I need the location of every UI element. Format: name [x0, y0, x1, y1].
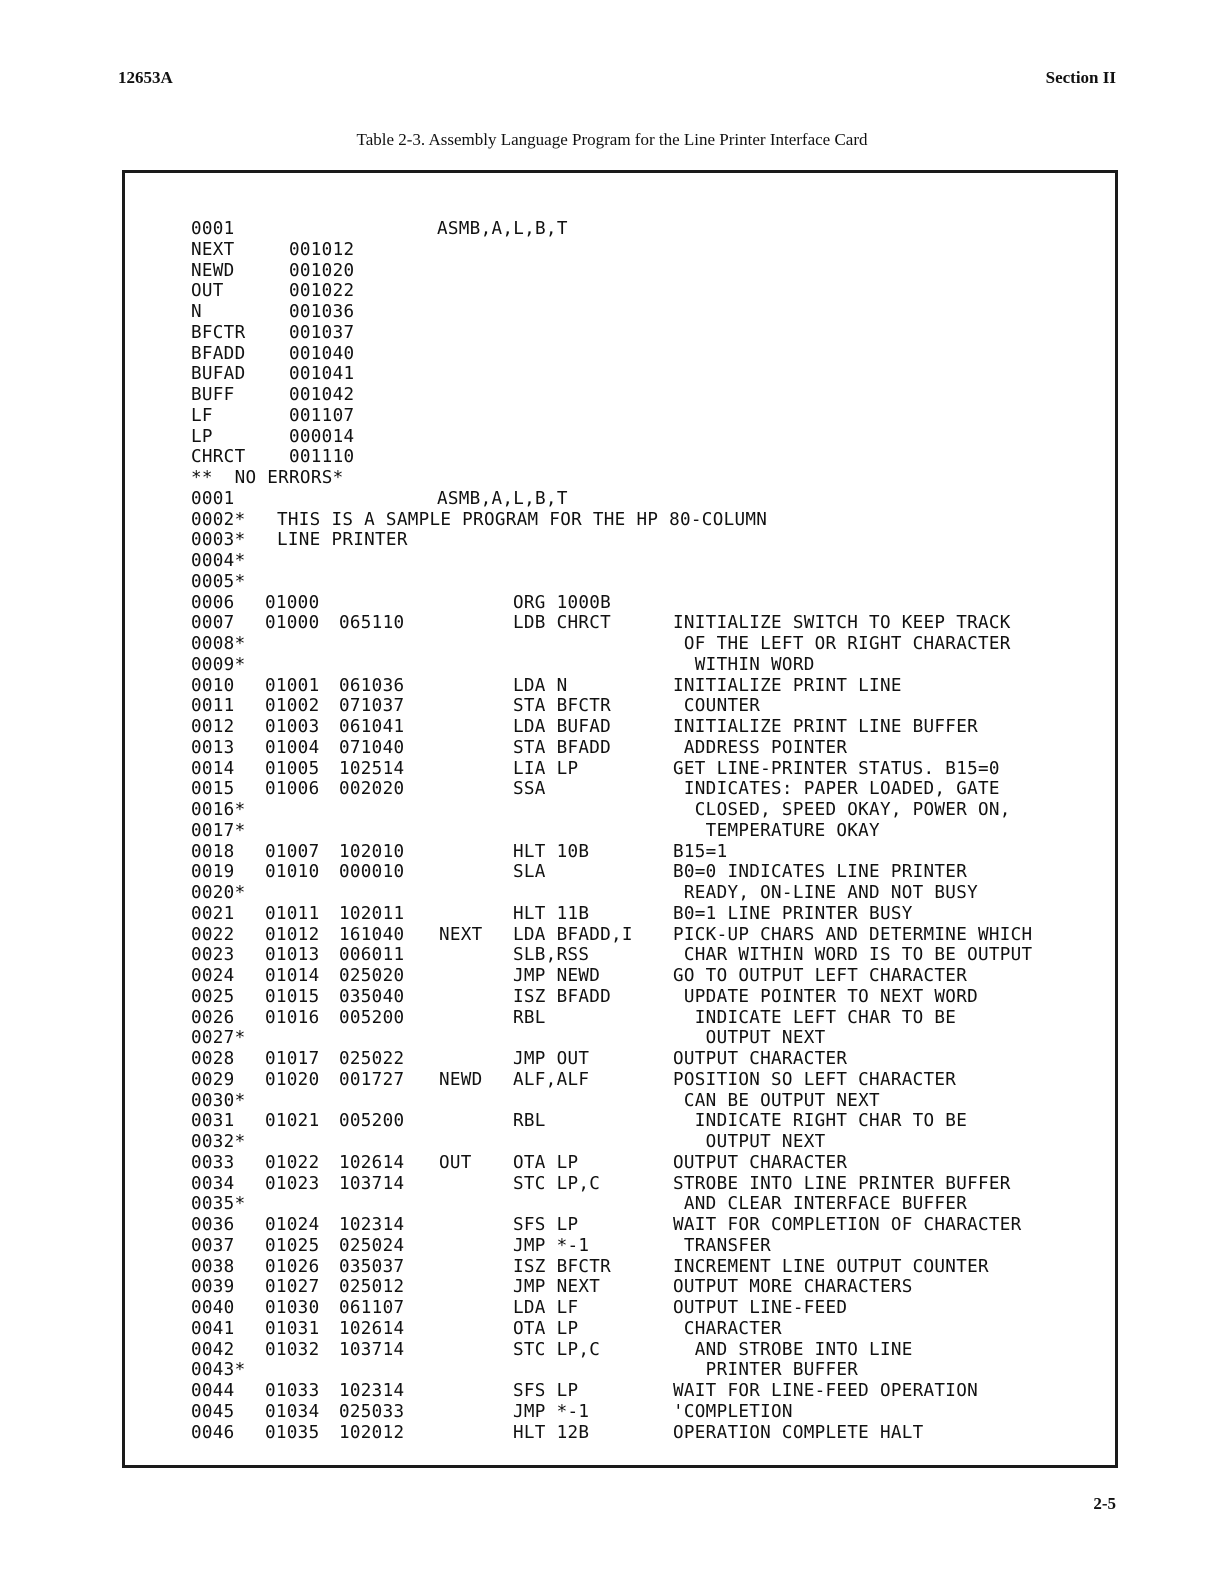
- comment: B0=1 LINE PRINTER BUSY: [673, 903, 913, 924]
- line-number: CHRCT: [191, 447, 246, 468]
- comment-line-text: THIS IS A SAMPLE PROGRAM FOR THE HP 80-COLUMN: [277, 509, 768, 530]
- location-address: 01001: [265, 675, 320, 696]
- listing-row: [191, 966, 968, 987]
- symbol-address: 001037: [289, 322, 355, 343]
- opcode-operand: HLT 12B: [513, 1422, 590, 1443]
- listing-row: [191, 758, 1000, 780]
- symbol-address: 001022: [289, 281, 355, 302]
- section-label: Section II: [1045, 68, 1116, 87]
- line-number: 0020*: [191, 883, 246, 903]
- listing-row: [191, 1069, 957, 1091]
- symbol-address: 001110: [289, 447, 355, 468]
- listing-row: [191, 1318, 782, 1340]
- listing-row: [191, 1194, 968, 1215]
- listing-row: [191, 447, 355, 468]
- program-listing: [191, 219, 1033, 1443]
- line-number: LF: [191, 405, 213, 426]
- comment: INDICATE LEFT CHAR TO BE: [673, 1007, 957, 1028]
- symbol-address: 001107: [289, 405, 355, 426]
- line-number: 0005*: [191, 571, 246, 592]
- location-address: 01027: [265, 1277, 320, 1298]
- listing-row: [191, 1111, 968, 1132]
- opcode-operand: SSA: [513, 779, 546, 800]
- object-code: 025020: [339, 966, 405, 986]
- listing-row: [191, 572, 344, 593]
- listing-row: [191, 592, 612, 614]
- line-number: 0008*: [191, 634, 246, 654]
- location-address: 01032: [265, 1339, 320, 1360]
- opcode-operand: RBL: [513, 1111, 546, 1132]
- comment: PICK-UP CHARS AND DETERMINE WHICH: [673, 924, 1033, 945]
- listing-row: [191, 364, 355, 385]
- opcode-operand: LDA BUFAD: [513, 717, 612, 737]
- opcode-operand: LDA N: [513, 675, 568, 696]
- listing-row: [191, 1401, 793, 1423]
- object-code: 102010: [339, 841, 405, 862]
- listing-row: [191, 1173, 1011, 1195]
- label: NEXT: [439, 924, 483, 945]
- listing-row: [191, 1007, 957, 1029]
- location-address: 01014: [265, 966, 320, 986]
- object-code: 065110: [339, 613, 405, 634]
- line-number: 0028: [191, 1049, 235, 1069]
- opcode-operand: OTA LP: [513, 1318, 579, 1339]
- listing-row: [191, 343, 355, 365]
- line-number: 0040: [191, 1298, 235, 1318]
- comment: OUTPUT NEXT: [673, 1028, 826, 1049]
- opcode-operand: STC LP,C: [513, 1173, 601, 1194]
- label: NEWD: [439, 1069, 483, 1090]
- comment: STROBE INTO LINE PRINTER BUFFER: [673, 1173, 1011, 1194]
- symbol-address: 001036: [289, 302, 355, 322]
- listing-row: [191, 302, 355, 323]
- listing-row: [191, 260, 355, 282]
- line-number: 0010: [191, 675, 235, 696]
- line-number: 0012: [191, 717, 235, 737]
- object-code: 071037: [339, 696, 405, 717]
- line-number: 0009*: [191, 654, 246, 675]
- object-code: 102011: [339, 903, 405, 924]
- location-address: 01021: [265, 1111, 320, 1132]
- object-code: 071040: [339, 737, 405, 758]
- line-number: 0004*: [191, 551, 246, 571]
- line-number: 0022: [191, 924, 235, 945]
- comment: INITIALIZE SWITCH TO KEEP TRACK: [673, 613, 1011, 634]
- object-code: 102614: [339, 1318, 405, 1339]
- line-number: 0027*: [191, 1028, 246, 1049]
- comment: OUTPUT LINE-FEED: [673, 1298, 848, 1318]
- location-address: 01030: [265, 1298, 320, 1318]
- label: OUT: [439, 1152, 472, 1173]
- line-number: 0043*: [191, 1360, 246, 1381]
- line-number: 0046: [191, 1422, 235, 1443]
- opcode-operand: ASMB,A,L,B,T: [437, 219, 568, 239]
- opcode-operand: ASMB,A,L,B,T: [437, 488, 568, 509]
- symbol-address: 001042: [289, 385, 355, 405]
- opcode-operand: ISZ BFCTR: [513, 1256, 612, 1277]
- line-number: 0013: [191, 737, 235, 758]
- line-number: BUFF: [191, 385, 235, 405]
- listing-row: [191, 426, 355, 448]
- listing-row: [191, 1256, 989, 1278]
- assembler-status: ** NO ERRORS*: [191, 468, 344, 488]
- listing-row: [191, 820, 880, 842]
- location-address: 01012: [265, 924, 320, 945]
- line-number: 0001: [191, 219, 235, 239]
- listing-row: [191, 385, 355, 406]
- opcode-operand: STA BFADD: [513, 737, 612, 758]
- location-address: 01002: [265, 696, 320, 717]
- opcode-operand: OTA LP: [513, 1152, 579, 1173]
- listing-row: [191, 509, 768, 531]
- location-address: 01006: [265, 779, 320, 800]
- comment: INITIALIZE PRINT LINE: [673, 675, 902, 696]
- line-number: 0031: [191, 1111, 235, 1132]
- opcode-operand: LDA BFADD,I: [513, 924, 633, 945]
- location-address: 01035: [265, 1422, 320, 1443]
- listing-row: [191, 1090, 880, 1112]
- line-number: 0025: [191, 986, 235, 1007]
- comment: READY, ON-LINE AND NOT BUSY: [673, 883, 978, 903]
- listing-row: [191, 219, 568, 240]
- object-code: 061041: [339, 717, 405, 737]
- location-address: 01022: [265, 1152, 320, 1173]
- comment: AND CLEAR INTERFACE BUFFER: [673, 1194, 968, 1215]
- line-number: 0001: [191, 488, 235, 509]
- line-number: NEWD: [191, 260, 235, 281]
- line-number: 0030*: [191, 1090, 246, 1111]
- comment: B0=0 INDICATES LINE PRINTER: [673, 862, 968, 883]
- comment: CHAR WITHIN WORD IS TO BE OUTPUT: [673, 945, 1033, 966]
- symbol-address: 001041: [289, 364, 355, 385]
- comment: ADDRESS POINTER: [673, 737, 848, 758]
- object-code: 005200: [339, 1111, 405, 1132]
- listing-row: [191, 779, 1000, 800]
- listing-row: [191, 1298, 848, 1319]
- comment: UPDATE POINTER TO NEXT WORD: [673, 986, 978, 1007]
- location-address: 01000: [265, 592, 320, 613]
- listing-row: [191, 405, 355, 427]
- comment: OPERATION COMPLETE HALT: [673, 1422, 924, 1443]
- listing-row: [191, 281, 355, 302]
- object-code: 102614: [339, 1152, 405, 1173]
- opcode-operand: ORG 1000B: [513, 592, 612, 613]
- location-address: 01011: [265, 903, 320, 924]
- comment: B15=1: [673, 841, 728, 862]
- location-address: 01007: [265, 841, 320, 862]
- opcode-operand: LDB CHRCT: [513, 613, 612, 634]
- listing-row: [191, 862, 968, 883]
- opcode-operand: HLT 11B: [513, 903, 590, 924]
- line-number: OUT: [191, 281, 224, 302]
- comment-line-text: LINE PRINTER: [277, 530, 408, 551]
- opcode-operand: LDA LF: [513, 1298, 579, 1318]
- line-number: BFADD: [191, 343, 246, 364]
- line-number: 0023: [191, 945, 235, 966]
- comment: INDICATES: PAPER LOADED, GATE: [673, 779, 1000, 800]
- object-code: 000010: [339, 862, 405, 883]
- symbol-address: 001012: [289, 239, 355, 260]
- opcode-operand: ISZ BFADD: [513, 986, 612, 1007]
- location-address: 01025: [265, 1235, 320, 1256]
- object-code: 161040: [339, 924, 405, 945]
- listing-row: [191, 1381, 978, 1402]
- listing-row: [191, 634, 1011, 655]
- line-number: BUFAD: [191, 364, 246, 385]
- comment: OUTPUT MORE CHARACTERS: [673, 1277, 913, 1298]
- line-number: 0017*: [191, 820, 246, 841]
- listing-row: [191, 551, 344, 572]
- line-number: 0038: [191, 1256, 235, 1277]
- object-code: 061107: [339, 1298, 405, 1318]
- comment: OUTPUT NEXT: [673, 1132, 826, 1152]
- listing-row: [191, 1132, 826, 1153]
- location-address: 01013: [265, 945, 320, 966]
- location-address: 01024: [265, 1215, 320, 1235]
- object-code: 001727: [339, 1069, 405, 1090]
- comment: WAIT FOR COMPLETION OF CHARACTER: [673, 1215, 1022, 1235]
- opcode-operand: ALF,ALF: [513, 1069, 590, 1090]
- object-code: 025024: [339, 1235, 405, 1256]
- comment: CAN BE OUTPUT NEXT: [673, 1090, 880, 1111]
- comment: WAIT FOR LINE-FEED OPERATION: [673, 1381, 978, 1401]
- listing-row: [191, 1360, 859, 1381]
- comment: POSITION SO LEFT CHARACTER: [673, 1069, 957, 1090]
- listing-row: [191, 1277, 913, 1298]
- object-code: 025012: [339, 1277, 405, 1298]
- table-caption: Table 2-3. Assembly Language Program for the Line Printer Interface Card: [356, 130, 868, 149]
- line-number: NEXT: [191, 239, 235, 260]
- comment: INCREMENT LINE OUTPUT COUNTER: [673, 1256, 989, 1277]
- comment: INITIALIZE PRINT LINE BUFFER: [673, 717, 978, 737]
- opcode-operand: SFS LP: [513, 1381, 579, 1401]
- location-address: 01033: [265, 1381, 320, 1401]
- object-code: 002020: [339, 779, 405, 800]
- comment: OUTPUT CHARACTER: [673, 1152, 848, 1173]
- listing-row: [191, 1235, 772, 1257]
- line-number: 0032*: [191, 1132, 246, 1152]
- comment: OUTPUT CHARACTER: [673, 1049, 848, 1069]
- opcode-operand: JMP *-1: [513, 1235, 590, 1256]
- location-address: 01020: [265, 1069, 320, 1090]
- line-number: 0021: [191, 903, 235, 924]
- line-number: 0011: [191, 696, 235, 717]
- comment: INDICATE RIGHT CHAR TO BE: [673, 1111, 968, 1132]
- listing-row: [191, 986, 978, 1008]
- listing-row: [191, 1215, 1022, 1236]
- line-number: 0029: [191, 1069, 235, 1090]
- object-code: 006011: [339, 945, 405, 966]
- symbol-address: 001020: [289, 260, 355, 281]
- opcode-operand: STA BFCTR: [513, 696, 612, 717]
- object-code: 035040: [339, 986, 405, 1007]
- object-code: 102314: [339, 1381, 405, 1401]
- listing-row: [191, 841, 728, 863]
- location-address: 01017: [265, 1049, 320, 1069]
- line-number: 0018: [191, 841, 235, 862]
- line-number: 0035*: [191, 1194, 246, 1215]
- object-code: 102514: [339, 758, 405, 779]
- opcode-operand: SFS LP: [513, 1215, 579, 1235]
- opcode-operand: SLB,RSS: [513, 945, 590, 966]
- location-address: 01000: [265, 613, 320, 634]
- comment: TEMPERATURE OKAY: [673, 820, 880, 841]
- location-address: 01031: [265, 1318, 320, 1339]
- symbol-address: 000014: [289, 426, 355, 447]
- comment: WITHIN WORD: [673, 654, 815, 675]
- line-number: 0036: [191, 1215, 235, 1235]
- line-number: 0002*: [191, 509, 246, 530]
- comment: CLOSED, SPEED OKAY, POWER ON,: [673, 800, 1011, 820]
- comment: OF THE LEFT OR RIGHT CHARACTER: [673, 634, 1011, 654]
- comment: GET LINE-PRINTER STATUS. B15=0: [673, 758, 1000, 779]
- line-number: N: [191, 302, 202, 322]
- symbol-address: 001040: [289, 343, 355, 364]
- object-code: 061036: [339, 675, 405, 696]
- line-number: 0042: [191, 1339, 235, 1360]
- listing-row: [191, 322, 355, 344]
- location-address: 01026: [265, 1256, 320, 1277]
- listing-row: [191, 945, 1033, 966]
- comment: 'COMPLETION: [673, 1401, 793, 1422]
- location-address: 01016: [265, 1007, 320, 1028]
- listing-row: [191, 883, 978, 904]
- document-id: 12653A: [118, 68, 173, 87]
- line-number: 0014: [191, 758, 235, 779]
- comment: TRANSFER: [673, 1235, 772, 1256]
- opcode-operand: JMP OUT: [513, 1049, 590, 1069]
- line-number: 0041: [191, 1318, 235, 1339]
- listing-row: [191, 613, 1011, 634]
- listing-row: [191, 654, 815, 676]
- opcode-operand: JMP NEWD: [513, 966, 601, 986]
- object-code: 025033: [339, 1401, 405, 1422]
- line-number: 0006: [191, 592, 235, 613]
- comment: CHARACTER: [673, 1318, 782, 1339]
- location-address: 01034: [265, 1401, 320, 1422]
- location-address: 01004: [265, 737, 320, 758]
- line-number: 0024: [191, 966, 235, 986]
- listing-row: [191, 737, 848, 759]
- comment: GO TO OUTPUT LEFT CHARACTER: [673, 966, 968, 986]
- comment: AND STROBE INTO LINE: [673, 1339, 913, 1360]
- comment: COUNTER: [673, 696, 761, 717]
- comment: PRINTER BUFFER: [673, 1360, 859, 1381]
- listing-row: [191, 903, 913, 925]
- page-number: 2-5: [1093, 1494, 1116, 1513]
- opcode-operand: STC LP,C: [513, 1339, 601, 1360]
- object-code: 035037: [339, 1256, 405, 1277]
- opcode-operand: RBL: [513, 1007, 546, 1028]
- line-number: 0015: [191, 779, 235, 800]
- object-code: 103714: [339, 1339, 405, 1360]
- line-number: BFCTR: [191, 322, 246, 343]
- opcode-operand: SLA: [513, 862, 546, 883]
- location-address: 01015: [265, 986, 320, 1007]
- line-number: 0016*: [191, 800, 246, 820]
- line-number: 0039: [191, 1277, 235, 1298]
- location-address: 01023: [265, 1173, 320, 1194]
- line-number: 0045: [191, 1401, 235, 1422]
- location-address: 01003: [265, 717, 320, 737]
- location-address: 01010: [265, 862, 320, 883]
- line-number: LP: [191, 426, 213, 447]
- opcode-operand: HLT 10B: [513, 841, 590, 862]
- object-code: 005200: [339, 1007, 405, 1028]
- line-number: 0044: [191, 1381, 235, 1401]
- line-number: 0019: [191, 862, 235, 883]
- line-number: 0026: [191, 1007, 235, 1028]
- object-code: 102314: [339, 1215, 405, 1235]
- opcode-operand: JMP *-1: [513, 1401, 590, 1422]
- listing-row: [191, 717, 978, 738]
- listing-row: [191, 675, 902, 697]
- listing-row: [191, 696, 761, 717]
- listing-row: [191, 1339, 913, 1361]
- listing-row: [191, 1422, 924, 1444]
- listing-row: [191, 800, 1011, 821]
- listing-row: [191, 488, 568, 510]
- program-listing-frame: [122, 170, 1118, 1468]
- listing-row: [191, 530, 408, 551]
- location-address: 01005: [265, 758, 320, 779]
- listing-row: [191, 1049, 848, 1070]
- line-number: 0034: [191, 1173, 235, 1194]
- listing-row: [191, 1028, 826, 1049]
- listing-row: [191, 1152, 848, 1174]
- line-number: 0033: [191, 1152, 235, 1173]
- object-code: 102012: [339, 1422, 405, 1443]
- listing-row: [191, 924, 1033, 946]
- object-code: 025022: [339, 1049, 405, 1069]
- line-number: 0007: [191, 613, 235, 634]
- opcode-operand: LIA LP: [513, 758, 579, 779]
- line-number: 0003*: [191, 530, 246, 551]
- listing-row: [191, 239, 355, 261]
- opcode-operand: JMP NEXT: [513, 1277, 601, 1298]
- line-number: 0037: [191, 1235, 235, 1256]
- object-code: 103714: [339, 1173, 405, 1194]
